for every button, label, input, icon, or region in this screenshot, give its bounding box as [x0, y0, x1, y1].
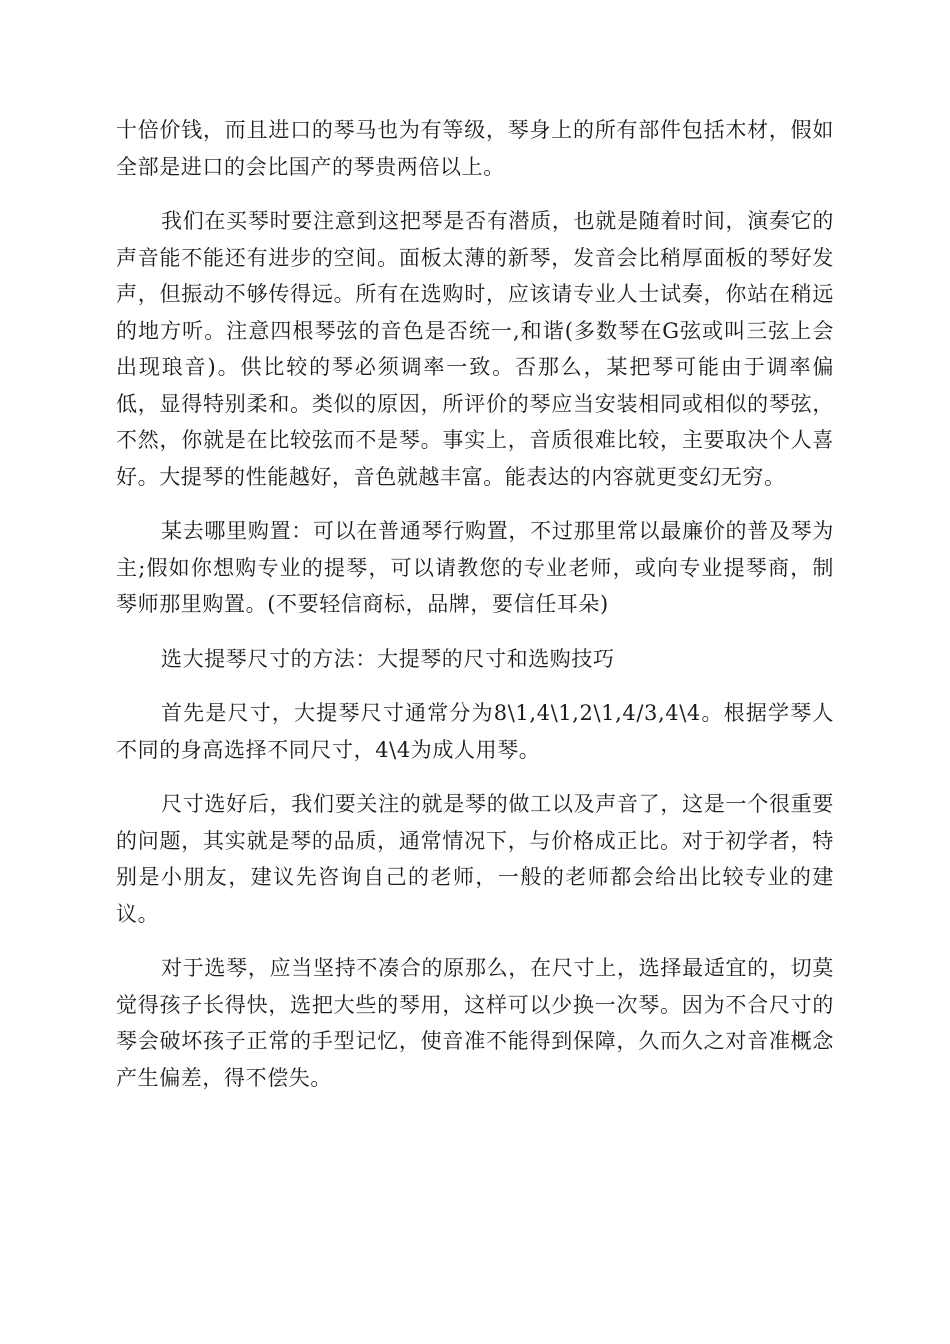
paragraph-size-heading: 选大提琴尺寸的方法：大提琴的尺寸和选购技巧	[161, 646, 615, 671]
paragraph-continuation: 十倍价钱，而且进口的琴马也为有等级，琴身上的所有部件包括木材，假如全部是进口的会比国产的琴贵两倍以上。	[116, 118, 834, 179]
document-body	[116, 112, 834, 1114]
paragraph-where-to-buy: 某去哪里购置：可以在普通琴行购置，不过那里常以最廉价的普及琴为主;假如你想购专业的提琴，可以请教您的专业老师，或向专业提琴商，制琴师那里购置。(不要轻信商标，品牌，要信任耳朵)	[116, 519, 834, 616]
paragraph-choose-fit: 对于选琴，应当坚持不凑合的原那么，在尺寸上，选择最适宜的，切莫觉得孩子长得快，选把大些的琴用，这样可以少换一次琴。因为不合尺寸的琴会破坏孩子正常的手型记忆，使音准不能得到保障，久而久之对音准概念产生偏差，得不偿失。	[116, 956, 834, 1090]
paragraph-potential: 我们在买琴时要注意到这把琴是否有潜质，也就是随着时间，演奏它的声音能不能还有进步的空间。面板太薄的新琴，发音会比稍厚面板的琴好发声，但振动不够传得远。所有在选购时，应该请专业人士试奏，你站在稍远的地方听。注意四根琴弦的音色是否统一,和谐(多数琴在G弦或叫三弦上会出现琅音)。供比较的琴必须调率一致。否那么，某把琴可能由于调率偏低，显得特别柔和。类似的原因，所评价的琴应当安装相同或相似的琴弦，不然，你就是在比较弦而不是琴。事实上，音质很难比较，主要取决个人喜好。大提琴的性能越好，音色就越丰富。能表达的内容就更变幻无穷。	[116, 209, 834, 489]
paragraph-sizes: 首先是尺寸，大提琴尺寸通常分为8\1,4\1,2\1,4/3,4\4。根据学琴人不同的身高选择不同尺寸，4\4为成人用琴。	[116, 701, 834, 762]
paragraph-quality: 尺寸选好后，我们要关注的就是琴的做工以及声音了，这是一个很重要的问题，其实就是琴的品质，通常情况下，与价格成正比。对于初学者，特别是小朋友，建议先咨询自己的老师，一般的老师都会给出比较专业的建议。	[116, 792, 834, 926]
